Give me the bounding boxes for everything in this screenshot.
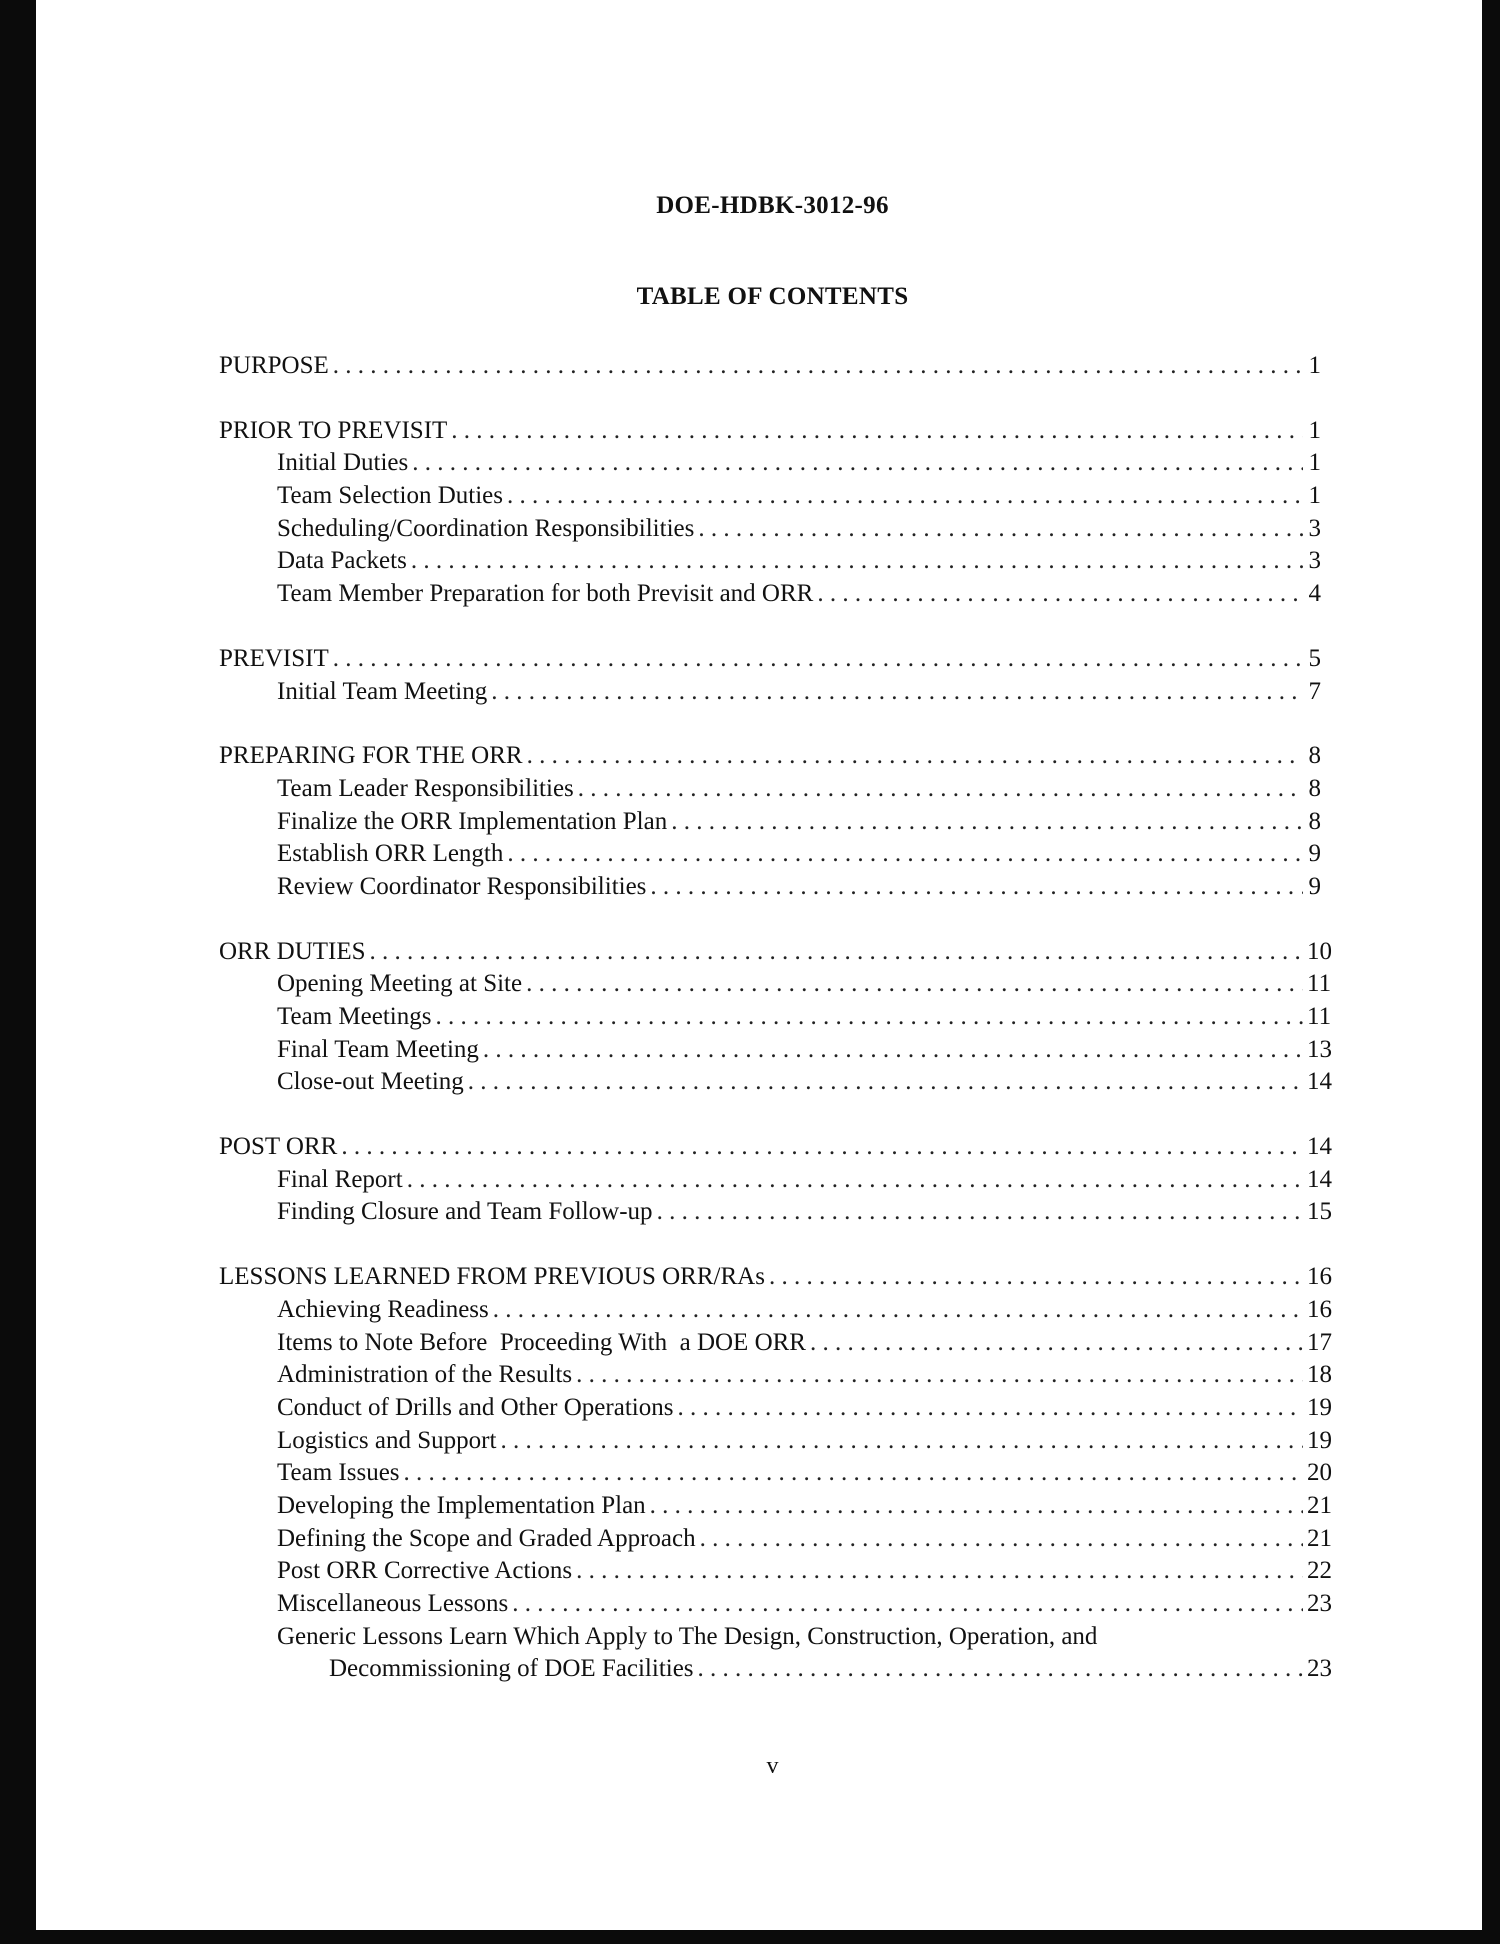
toc-subentry[interactable] [219, 1588, 1332, 1621]
dot-leader [451, 415, 1303, 448]
toc-section-prior-to-previsit [219, 415, 1321, 611]
toc-entry-title: Team Issues [277, 1459, 400, 1487]
toc-entry[interactable] [219, 740, 1321, 773]
dot-leader [507, 838, 1303, 871]
toc-entry-title: Team Meetings [277, 1003, 432, 1030]
toc-entry-title: Data Packets [277, 547, 407, 575]
toc-subentry[interactable] [219, 1457, 1332, 1490]
toc-subentry[interactable] [219, 545, 1321, 578]
toc-entry-page: 11 [1307, 970, 1332, 998]
toc-section-orr-duties [219, 936, 1332, 1099]
toc-title: TABLE OF CONTENTS [636, 283, 909, 310]
toc-subentry[interactable] [219, 1555, 1332, 1588]
toc-entry-title: Opening Meeting at Site [277, 970, 523, 998]
dot-leader [698, 1653, 1303, 1686]
dot-leader [407, 1164, 1303, 1197]
toc-subentry[interactable] [219, 447, 1321, 480]
dot-leader [500, 1425, 1303, 1458]
toc-subentry[interactable] [219, 1359, 1332, 1392]
toc-entry-page: 7 [1308, 677, 1321, 705]
toc-subentry[interactable] [219, 838, 1321, 871]
toc-entry-page: 13 [1307, 1035, 1332, 1063]
toc-entry-title: Miscellaneous Lessons [277, 1590, 509, 1617]
toc-entry-page: 11 [1307, 1003, 1332, 1030]
dot-leader [491, 676, 1303, 709]
toc-subentry[interactable] [219, 871, 1321, 904]
toc-subentry[interactable] [219, 578, 1321, 611]
toc-entry-page: 19 [1307, 1426, 1332, 1454]
dot-leader [435, 1001, 1303, 1034]
toc-entry-page: 8 [1308, 742, 1321, 770]
toc-entry-title: Generic Lessons Learn Which Apply to The Design, Construction, Operation, and [277, 1622, 1098, 1650]
toc-subentry[interactable] [219, 1001, 1332, 1034]
toc-entry-title: Final Team Meeting [277, 1035, 479, 1063]
dot-leader [671, 806, 1303, 839]
toc-section-preparing [219, 740, 1321, 903]
toc-subentry-wrapped-line2[interactable] [219, 1653, 1332, 1686]
toc-entry-title: PRIOR TO PREVISIT [219, 416, 448, 444]
dot-leader [657, 1196, 1303, 1229]
document-number: DOE-HDBK-3012-96 [656, 192, 889, 219]
toc-subentry[interactable] [219, 1490, 1332, 1523]
toc-entry[interactable] [219, 1131, 1332, 1164]
dot-leader [341, 1131, 1303, 1164]
toc-section-lessons-learned [219, 1261, 1332, 1686]
toc-entry-title: Finding Closure and Team Follow-up [277, 1198, 653, 1226]
toc-subentry[interactable] [219, 676, 1321, 709]
dot-leader [650, 1490, 1303, 1523]
toc-entry-page: 8 [1308, 774, 1321, 802]
dot-leader [677, 1392, 1303, 1425]
toc-entry-page: 22 [1307, 1557, 1332, 1585]
toc-entry-page: 4 [1308, 580, 1321, 608]
toc-entry-title: Logistics and Support [277, 1426, 497, 1454]
toc-entry-title: Finalize the ORR Implementation Plan [277, 807, 668, 835]
toc-entry-page: 1 [1308, 449, 1321, 477]
toc-entry-title: Review Coordinator Responsibilities [277, 872, 647, 900]
toc-entry-page: 3 [1308, 514, 1321, 542]
table-of-contents [219, 350, 1332, 1718]
toc-entry[interactable] [219, 1261, 1332, 1294]
toc-entry-page: 1 [1308, 482, 1321, 510]
toc-entry-title-continued: Decommissioning of DOE Facilities [329, 1655, 694, 1683]
toc-entry-page: 1 [1308, 352, 1321, 379]
toc-entry-page: 1 [1308, 416, 1321, 444]
dot-leader [650, 871, 1303, 904]
toc-entry-title: Initial Team Meeting [277, 677, 488, 705]
toc-entry-page: 21 [1307, 1524, 1332, 1552]
toc-entry-page: 3 [1308, 547, 1321, 575]
toc-entry-page: 14 [1307, 1165, 1332, 1193]
toc-entry-title: Post ORR Corrective Actions [277, 1557, 573, 1585]
dot-leader [468, 1066, 1303, 1099]
toc-subentry-wrapped-line1[interactable] [219, 1621, 1321, 1654]
toc-subentry[interactable] [219, 1392, 1332, 1425]
toc-entry-title: ORR DUTIES [219, 937, 366, 965]
toc-entry-title: Defining the Scope and Graded Approach [277, 1524, 696, 1552]
dot-leader [526, 968, 1303, 1001]
dot-leader [698, 513, 1303, 546]
toc-subentry[interactable] [219, 968, 1332, 1001]
dot-leader [404, 1457, 1303, 1490]
toc-entry-page: 5 [1308, 644, 1321, 672]
toc-entry-title: Achieving Readiness [277, 1295, 489, 1323]
dot-leader [507, 480, 1303, 513]
toc-entry-title: LESSONS LEARNED FROM PREVIOUS ORR/RAs [219, 1263, 765, 1291]
toc-entry-title: Items to Note Before Proceeding With a DOE ORR [277, 1328, 806, 1356]
dot-leader [578, 773, 1303, 806]
toc-entry-title: PURPOSE [219, 352, 329, 379]
toc-entry-page: 15 [1307, 1198, 1332, 1226]
toc-section-post-orr [219, 1131, 1332, 1229]
toc-entry-page: 23 [1307, 1590, 1332, 1617]
toc-subentry[interactable] [219, 1523, 1332, 1556]
toc-entry-page: 14 [1307, 1068, 1332, 1096]
dot-leader [412, 447, 1303, 480]
toc-entry-title: Initial Duties [277, 449, 409, 477]
dot-leader [576, 1555, 1303, 1588]
toc-entry-page: 21 [1307, 1491, 1332, 1519]
toc-entry[interactable] [219, 350, 1321, 383]
toc-entry[interactable] [219, 643, 1321, 676]
toc-entry-title: PREVISIT [219, 644, 329, 672]
toc-entry-title: Team Leader Responsibilities [277, 774, 574, 802]
toc-entry-title: POST ORR [219, 1133, 338, 1161]
toc-entry-page: 18 [1307, 1361, 1332, 1389]
toc-entry-page: 9 [1308, 872, 1321, 900]
toc-subentry[interactable] [219, 806, 1321, 839]
toc-entry-page: 10 [1307, 937, 1332, 965]
dot-leader [370, 936, 1303, 969]
toc-subentry[interactable] [219, 1294, 1332, 1327]
dot-leader [700, 1523, 1303, 1556]
toc-entry-title: Close-out Meeting [277, 1068, 464, 1096]
dot-leader [769, 1261, 1303, 1294]
dot-leader [512, 1588, 1303, 1621]
dot-leader [411, 545, 1303, 578]
toc-section-previsit [219, 643, 1321, 708]
scan-border-bottom [0, 1930, 1500, 1944]
toc-entry-page: 19 [1307, 1393, 1332, 1421]
toc-subentry[interactable] [219, 1034, 1332, 1067]
toc-entry-title: Team Selection Duties [277, 482, 503, 510]
toc-subentry[interactable] [219, 1164, 1332, 1197]
dot-leader [527, 740, 1303, 773]
dot-leader [333, 350, 1303, 383]
toc-entry-page: 20 [1307, 1459, 1332, 1487]
toc-entry-page: 14 [1307, 1133, 1332, 1161]
toc-entry-page: 16 [1307, 1263, 1332, 1291]
dot-leader [810, 1327, 1303, 1360]
toc-section-purpose [219, 350, 1321, 383]
toc-subentry[interactable] [219, 1327, 1332, 1360]
toc-entry-title: Scheduling/Coordination Responsibilities [277, 514, 695, 542]
toc-entry-title: Establish ORR Length [277, 840, 504, 868]
dot-leader [493, 1294, 1303, 1327]
toc-entry[interactable] [219, 936, 1332, 969]
toc-entry-title: Developing the Implementation Plan [277, 1491, 646, 1519]
toc-subentry[interactable] [219, 1196, 1332, 1229]
dot-leader [576, 1359, 1303, 1392]
toc-entry-page: 23 [1307, 1655, 1332, 1683]
toc-entry-title: Team Member Preparation for both Previsit and ORR [277, 580, 814, 608]
toc-subentry[interactable] [219, 1425, 1332, 1458]
toc-entry-page: 9 [1308, 840, 1321, 868]
toc-subentry[interactable] [219, 1066, 1332, 1099]
page-number: v [766, 1753, 779, 1779]
dot-leader [333, 643, 1303, 676]
toc-entry-page: 17 [1307, 1328, 1332, 1356]
toc-entry-title: PREPARING FOR THE ORR [219, 742, 523, 770]
toc-entry-page: 8 [1308, 807, 1321, 835]
toc-entry-title: Conduct of Drills and Other Operations [277, 1393, 674, 1421]
dot-leader [483, 1034, 1303, 1067]
toc-entry-title: Administration of the Results [277, 1361, 573, 1389]
toc-entry-title: Final Report [277, 1165, 403, 1193]
dot-leader [817, 578, 1303, 611]
toc-entry-page: 16 [1307, 1295, 1332, 1323]
toc-subentry[interactable] [219, 513, 1321, 546]
toc-subentry[interactable] [219, 773, 1321, 806]
toc-entry[interactable] [219, 415, 1321, 448]
toc-subentry[interactable] [219, 480, 1321, 513]
